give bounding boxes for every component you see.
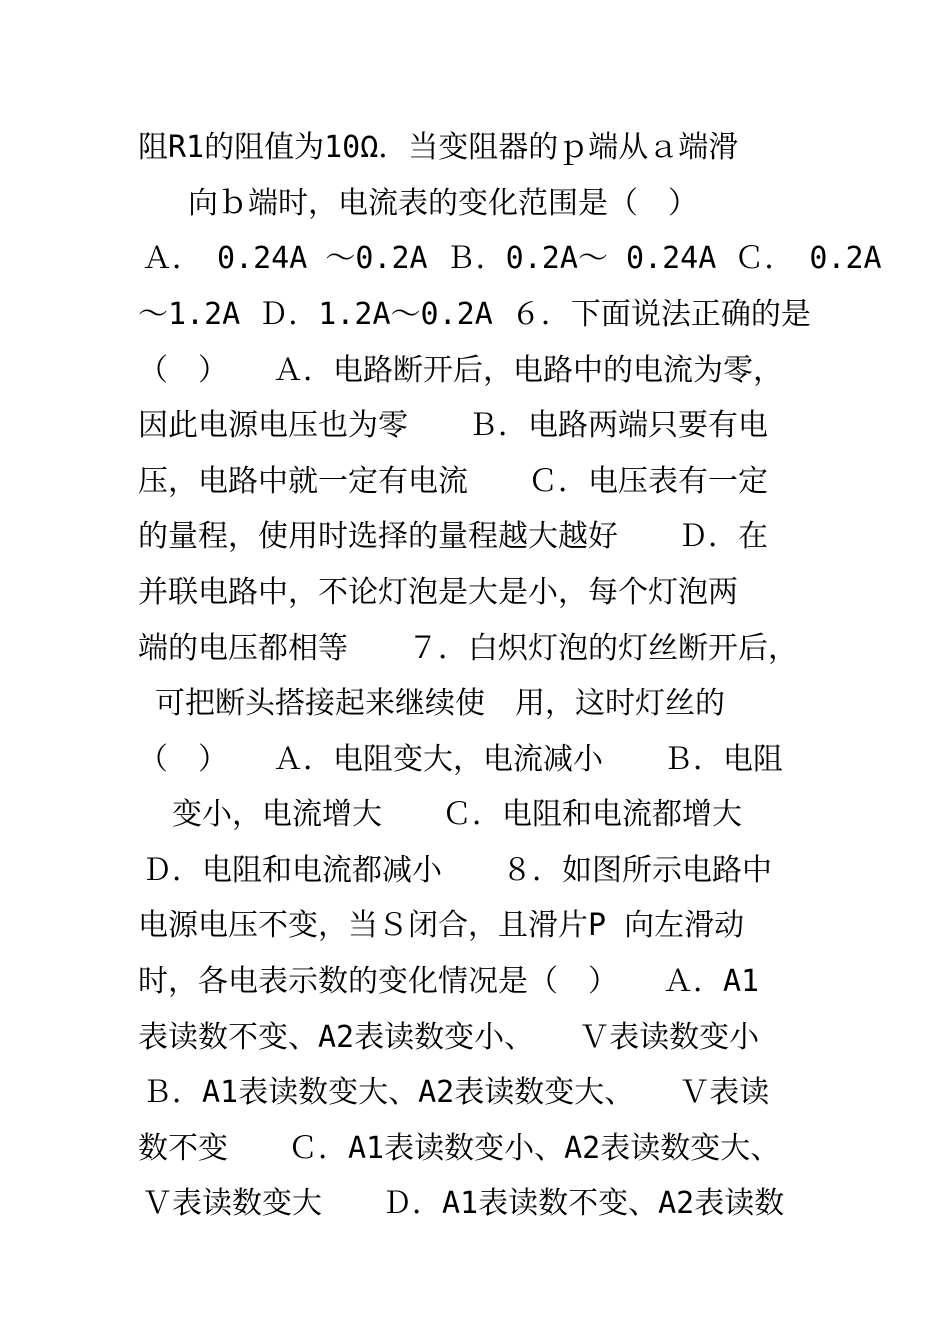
text-line-14: Ｄ．电阻和电流都减小 ８．如图所示电路中	[142, 853, 772, 888]
text-line-20: Ｖ表读数变大 Ｄ．A1表读数不变、A2表读数	[142, 1186, 785, 1221]
text-line-8: 的量程，使用时选择的量程越大越好 Ｄ．在	[138, 519, 768, 554]
text-line-7: 压，电路中就一定有电流 Ｃ．电压表有一定	[138, 464, 768, 499]
text-line-2: 向ｂ端时，电流表的变化范围是（ ）	[188, 186, 698, 221]
text-line-4: ～1.2A Ｄ．1.2A～0.2A ６．下面说法正确的是	[138, 297, 811, 332]
text-line-9: 并联电路中，不论灯泡是大是小，每个灯泡两	[138, 575, 738, 610]
text-line-13: 变小，电流增大 Ｃ．电阻和电流都增大	[172, 797, 742, 832]
text-line-15: 电源电压不变，当Ｓ闭合，且滑片P 向左滑动	[138, 908, 745, 943]
text-line-3: Ａ． 0.24A ～0.2A Ｂ．0.2A～ 0.24A Ｃ． 0.2A	[142, 241, 882, 276]
text-line-16: 时，各电表示数的变化情况是（ ） Ａ．A1	[138, 964, 760, 999]
text-line-6: 因此电源电压也为零 Ｂ．电路两端只要有电	[138, 408, 768, 443]
text-line-19: 数不变 Ｃ．A1表读数变小、A2表读数变大、	[138, 1131, 781, 1166]
text-line-11: 可把断头搭接起来继续使 用，这时灯丝的	[155, 686, 725, 721]
text-line-17: 表读数不变、A2表读数变小、 Ｖ表读数变小	[138, 1020, 760, 1055]
text-line-10: 端的电压都相等 ７．白炽灯泡的灯丝断开后，	[138, 631, 798, 666]
text-line-18: Ｂ．A1表读数变大、A2表读数变大、 Ｖ表读	[142, 1075, 770, 1110]
text-line-1: 阻R1的阻值为10Ω．当变阻器的ｐ端从ａ端滑	[138, 130, 739, 165]
text-line-5: （ ） Ａ．电路断开后，电路中的电流为零，	[138, 353, 783, 388]
text-line-12: （ ） Ａ．电阻变大，电流减小 Ｂ．电阻	[138, 742, 783, 777]
